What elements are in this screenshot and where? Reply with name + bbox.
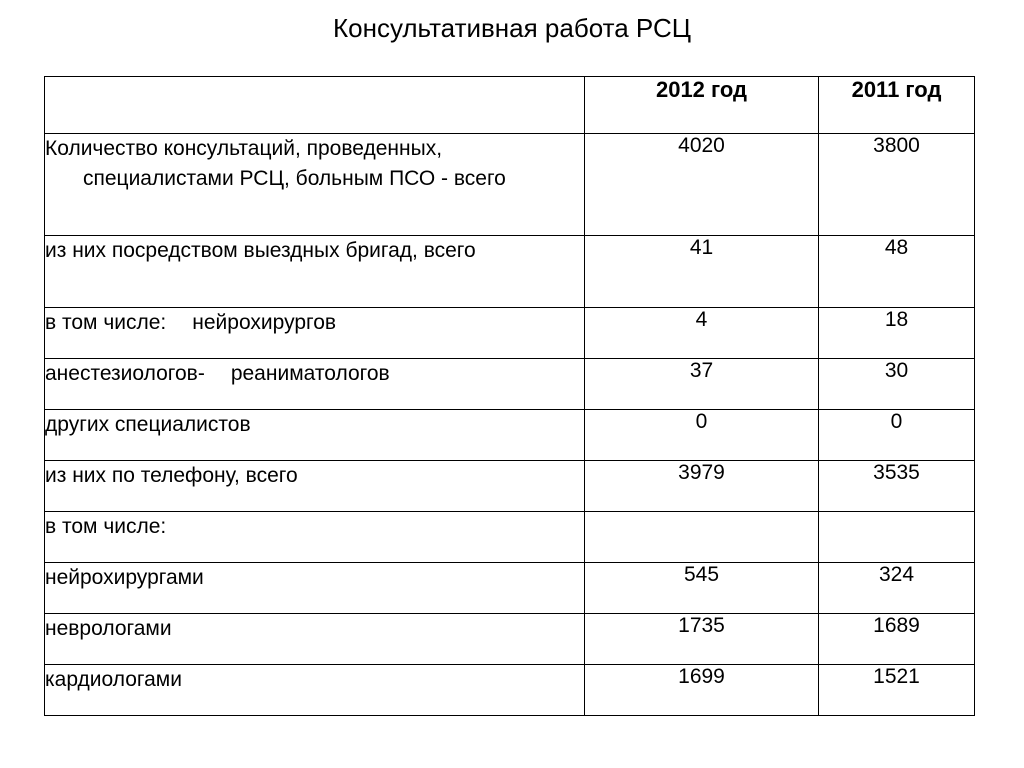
row-label: других специалистов bbox=[45, 410, 585, 461]
value-2011: 3535 bbox=[819, 461, 975, 512]
row-label-prefix: в том числе: bbox=[45, 311, 167, 334]
value-2011: 0 bbox=[819, 410, 975, 461]
row-label bbox=[45, 359, 585, 410]
value-2011: 324 bbox=[819, 563, 975, 614]
header-2012: 2012 год bbox=[585, 77, 819, 134]
value-2012: 3979 bbox=[585, 461, 819, 512]
row-label: неврологами bbox=[45, 614, 585, 665]
header-2011: 2011 год bbox=[819, 77, 975, 134]
table-row bbox=[45, 359, 975, 410]
row-label: нейрохирургами bbox=[45, 563, 585, 614]
table-row bbox=[45, 614, 975, 665]
row-label-specialty: реаниматологов bbox=[230, 362, 390, 385]
table-row bbox=[45, 563, 975, 614]
row-label bbox=[45, 308, 585, 359]
row-label-specialty: нейрохирургов bbox=[192, 311, 337, 334]
row-label bbox=[45, 236, 585, 308]
page-title: Консультативная работа РСЦ bbox=[332, 13, 691, 43]
row-label-text: Количество консультаций, проведенных, специалистами РСЦ, больным ПСО - всего bbox=[45, 137, 506, 190]
table-row bbox=[45, 134, 975, 236]
table-row bbox=[45, 236, 975, 308]
value-2012 bbox=[585, 512, 819, 563]
value-2011: 3800 bbox=[819, 134, 975, 236]
value-2012: 4 bbox=[585, 308, 819, 359]
table-row bbox=[45, 665, 975, 716]
value-2012: 545 bbox=[585, 563, 819, 614]
value-2011: 1689 bbox=[819, 614, 975, 665]
value-2012: 4020 bbox=[585, 134, 819, 236]
value-2011 bbox=[819, 512, 975, 563]
value-2012: 0 bbox=[585, 410, 819, 461]
table-row bbox=[45, 512, 975, 563]
consultation-table bbox=[44, 76, 975, 716]
value-2011: 18 bbox=[819, 308, 975, 359]
value-2012: 1735 bbox=[585, 614, 819, 665]
value-2011: 48 bbox=[819, 236, 975, 308]
table-header-row bbox=[45, 77, 975, 134]
row-label: в том числе: bbox=[45, 512, 585, 563]
row-label: из них по телефону, всего bbox=[45, 461, 585, 512]
value-2012: 41 bbox=[585, 236, 819, 308]
row-label bbox=[45, 134, 585, 236]
row-label: кардиологами bbox=[45, 665, 585, 716]
value-2012: 37 bbox=[585, 359, 819, 410]
value-2012: 1699 bbox=[585, 665, 819, 716]
row-label-prefix: анестезиологов- bbox=[45, 362, 205, 385]
value-2011: 30 bbox=[819, 359, 975, 410]
row-label-text: из них посредством выездных бригад, всего bbox=[45, 239, 476, 262]
table-row bbox=[45, 410, 975, 461]
table-row bbox=[45, 461, 975, 512]
table-row bbox=[45, 308, 975, 359]
value-2011: 1521 bbox=[819, 665, 975, 716]
header-empty-cell bbox=[45, 77, 585, 134]
